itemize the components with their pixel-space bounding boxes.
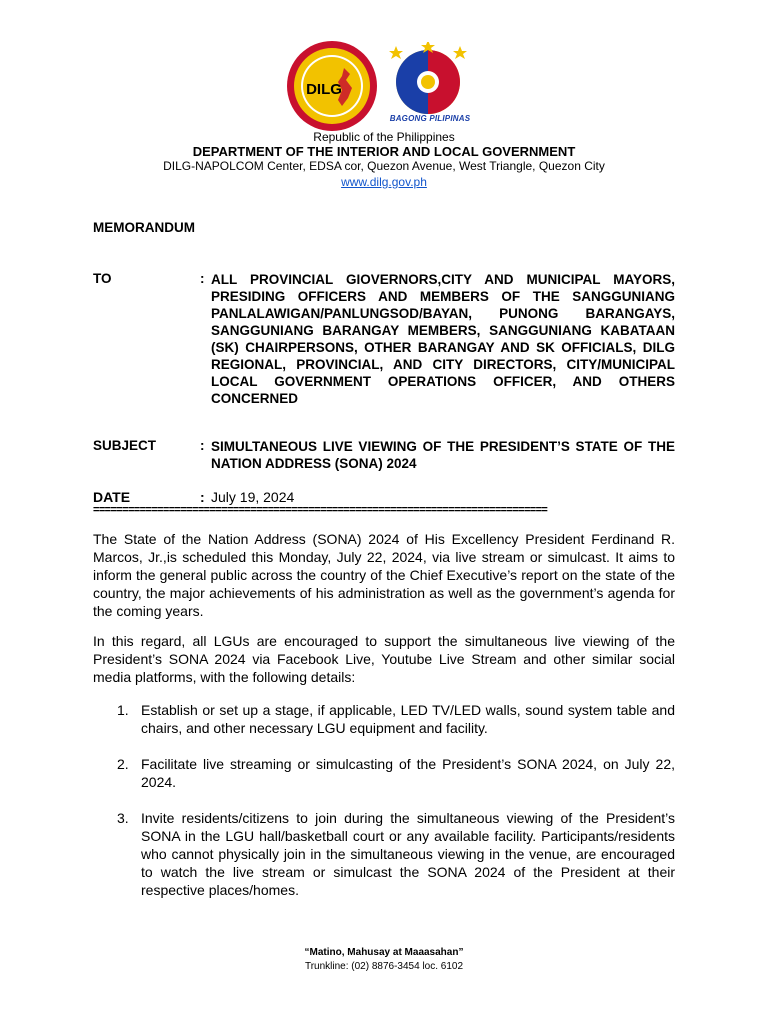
list-item <box>93 809 675 899</box>
list-item-number: 3. <box>117 810 129 826</box>
list-item-text: Invite residents/citizens to join during the simultaneous viewing of the President’s SONA in the LGU hall/basketball court or any available facility. Participants/residents who cannot physically join in the simultaneous viewing in the venue, are encouraged to watch the live stream or simulcast the SONA 2024 of the President at their respective places/homes. <box>141 810 675 898</box>
bagong-pilipinas-logo <box>384 42 472 124</box>
logo-area <box>0 40 768 130</box>
to-colon: : <box>200 271 205 286</box>
date-value: July 19, 2024 <box>211 489 295 505</box>
department-address: DILG-NAPOLCOM Center, EDSA cor, Quezon Avenue, West Triangle, Quezon City <box>163 159 605 173</box>
body-paragraph-2: In this regard, all LGUs are encouraged to support the simultaneous live viewing of the President’s SONA 2024 via Facebook Live, Youtube Live Stream and other similar social media platforms, with the following details: <box>93 633 675 685</box>
to-recipients: ALL PROVINCIAL GIOVERNORS,CITY AND MUNICIPAL MAYORS, PRESIDING OFFICERS AND MEMBERS OF THE SANGGUNIANG PANLALAWIGAN/PANLUNGSOD/BAYAN, PUNONG BARANGAYS, SANGGUNIANG BARANGAY MEMBERS, SANGGUNIANG KABATAAN (SK) CHAIRPERSONS, OTHER BARANGAY AND SK OFFICIALS, DILG REGIONAL, PROVINCIAL, AND CITY DIRECTORS, CITY/MUNICIPAL LOCAL GOVERNMENT OPERATIONS OFFICER, AND OTHERS CONCERNED <box>211 272 675 406</box>
list-item-number: 1. <box>117 702 129 718</box>
republic-line: Republic of the Philippines <box>313 130 455 144</box>
body-paragraph-1: The State of the Nation Address (SONA) 2024 of His Excellency President Ferdinand R. Marcos, Jr.,is scheduled this Monday, July 22, 2024, via live stream or simulcast. It aims to inform the general public across the country of the Chief Executive’s report on the state of the country, the major achievements of his administration as well as the government’s agenda for the coming years. <box>93 531 675 619</box>
bagong-pilipinas-text: BAGONG PILIPINAS <box>389 114 471 123</box>
memo-heading: MEMORANDUM <box>93 220 195 235</box>
list-item-text: Establish or set up a stage, if applicable, LED TV/LED walls, sound system table and chairs, and other necessary LGU equipment and facility. <box>141 702 675 736</box>
dilg-seal-logo <box>286 40 378 132</box>
date-label: DATE <box>93 489 131 505</box>
list-item-text: Facilitate live streaming or simulcasting of the President’s SONA 2024, on July 22, 2024. <box>141 756 675 790</box>
subject-value: SIMULTANEOUS LIVE VIEWING OF THE PRESIDENT’S STATE OF THE NATION ADDRESS (SONA) 2024 <box>211 439 675 471</box>
details-list <box>93 701 675 917</box>
list-item-number: 2. <box>117 756 129 772</box>
separator-rule: ============================================================================== <box>93 504 548 516</box>
list-item <box>93 755 675 791</box>
svg-text:DILG: DILG <box>306 81 342 98</box>
subject-colon: : <box>200 438 205 453</box>
footer <box>0 946 768 974</box>
subject-label: SUBJECT <box>93 438 157 453</box>
date-colon: : <box>200 489 205 505</box>
list-item <box>93 701 675 737</box>
footer-trunkline: Trunkline: (02) 8876-3454 loc. 6102 <box>304 961 464 972</box>
footer-motto: “Matino, Mahusay at Maaasahan” <box>304 947 464 958</box>
department-name: DEPARTMENT OF THE INTERIOR AND LOCAL GOVERNMENT <box>192 144 576 159</box>
to-label: TO <box>93 271 112 286</box>
website-link[interactable]: www.dilg.gov.ph <box>341 175 427 189</box>
letterhead <box>0 130 768 191</box>
